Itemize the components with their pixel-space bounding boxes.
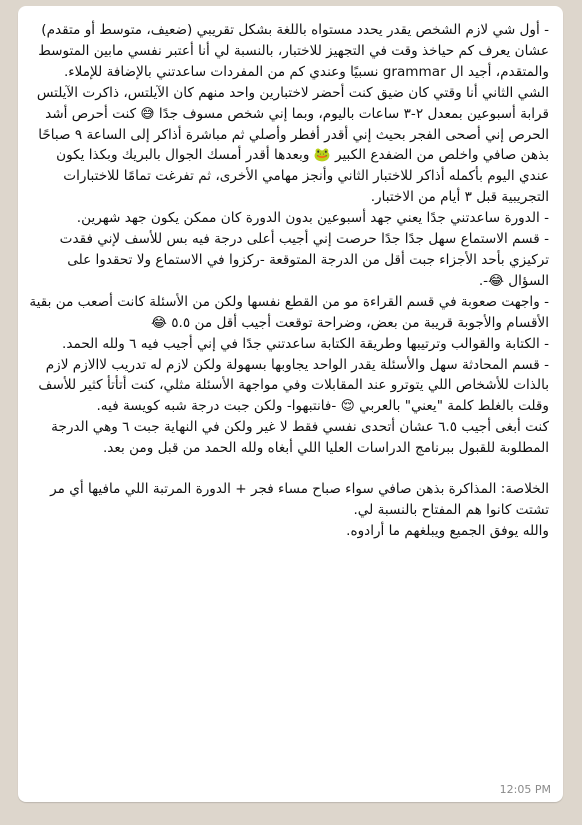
message-text: [28, 20, 549, 542]
message-paragraph: - الدورة ساعدتني جدًا يعني جهد أسبوعين بدون الدورة كان ممكن يكون جهد شهرين.: [76, 210, 549, 227]
paragraph-spacer: [28, 459, 549, 479]
message-paragraph: - أول شي لازم الشخص يقدر يحدد مستواه باللغة بشكل تقريبي (ضعيف، متوسط أو متقدم) عشان يعرف كم حياخذ وقت في التجهيز للاختبار، بالنسبة لي أنا أعتبر نفسي مابين المتوسط والمتقدم، أجيد ال grammar نسبيًا وعندي كم من المفردات ساعدتني بالإضافة للإملاء.: [38, 22, 549, 80]
message-timestamp: 12:05 PM: [499, 783, 551, 796]
message-paragraph: - واجهت صعوبة في قسم القراءة مو من القطع نفسها ولكن من الأسئلة كانت أصعب من بقية الأقسام والأجوبة قريبة من بعض، وضراحة توقعت أجيب أقل من ٥.٥ 😂: [29, 293, 549, 331]
message-paragraph: كنت أبغى أجيب ٦.٥ عشان أتحدى نفسي فقط لا غير ولكن في النهاية جبت ٦ وهي الدرجة المطلوبة للقبول ببرنامج الدراسات العليا اللي أبغاه ولله الحمد من قبل ومن بعد.: [51, 419, 549, 457]
message-paragraph: - قسم المحادثة سهل والأسئلة يقدر الواحد يجاوبها بسهولة ولكن لازم له تدريب لاالازم لازم بالذات للأشخاص اللي يتوترو عند المقابلات وفي مواجهة الأسئلة مثلي، كنت أتأتأ كثير للأسف وقلت بالغلط كلمة "يعني" بالعربي 😌 -فانتبهوا- ولكن جبت درجة شبه كويسة فيه.: [38, 356, 549, 415]
message-paragraph: الخلاصة: المذاكرة بذهن صافي سواء صباح مساء فجر + الدورة المرتبة اللي مافيها أي مر تشتت كانوا هم المفتاح بالنسبة لي.: [50, 481, 549, 518]
message-paragraph: الشي الثاني أنا وقتي كان ضيق كنت أحضر لاختبارين واحد منهم كان الآيلتس، ذاكرت الآيلتس قرابة أسبوعين بمعدل ٢-٣ ساعات باليوم، وبما إني شخص مسوف جدًا 😅 كنت أحرص أشد الحرص إني أصحى الفجر بحيث إني أقدر أفطر وأصلي ثم مباشرة أذاكر إلى الساعة ٩ صباحًا بذهن صافي واخلص من الضفدع الكبير 🐸 وبعدها أقدر أمسك الجوال بالبريك وبكذا يكون عندي اليوم بأكمله أذاكر للاختبار الثاني وأنجز مهامي الأخرى، ثم تفرغت تمامًا للاختبارات التجريبية قبل ٣ أيام من الاختبار.: [36, 84, 549, 206]
message-paragraph: - الكتابة والقوالب وترتيبها وطريقة الكتابة ساعدتني جدًا في إني أجيب فيه ٦ ولله الحمد.: [62, 335, 549, 352]
message-bubble[interactable]: [18, 6, 563, 802]
message-paragraph: - قسم الاستماع سهل جدًا جدًا حرصت إني أجيب أعلى درجة فيه بس للأسف لإني فقدت تركيزي بأحد الأجزاء جبت أقل من الدرجة المتوقعة -ركزوا في الاستماع ولا تحقدوا على السؤال 😂-.: [59, 231, 549, 289]
message-paragraph: والله يوفق الجميع ويبلغهم ما أرادوه.: [346, 522, 549, 539]
